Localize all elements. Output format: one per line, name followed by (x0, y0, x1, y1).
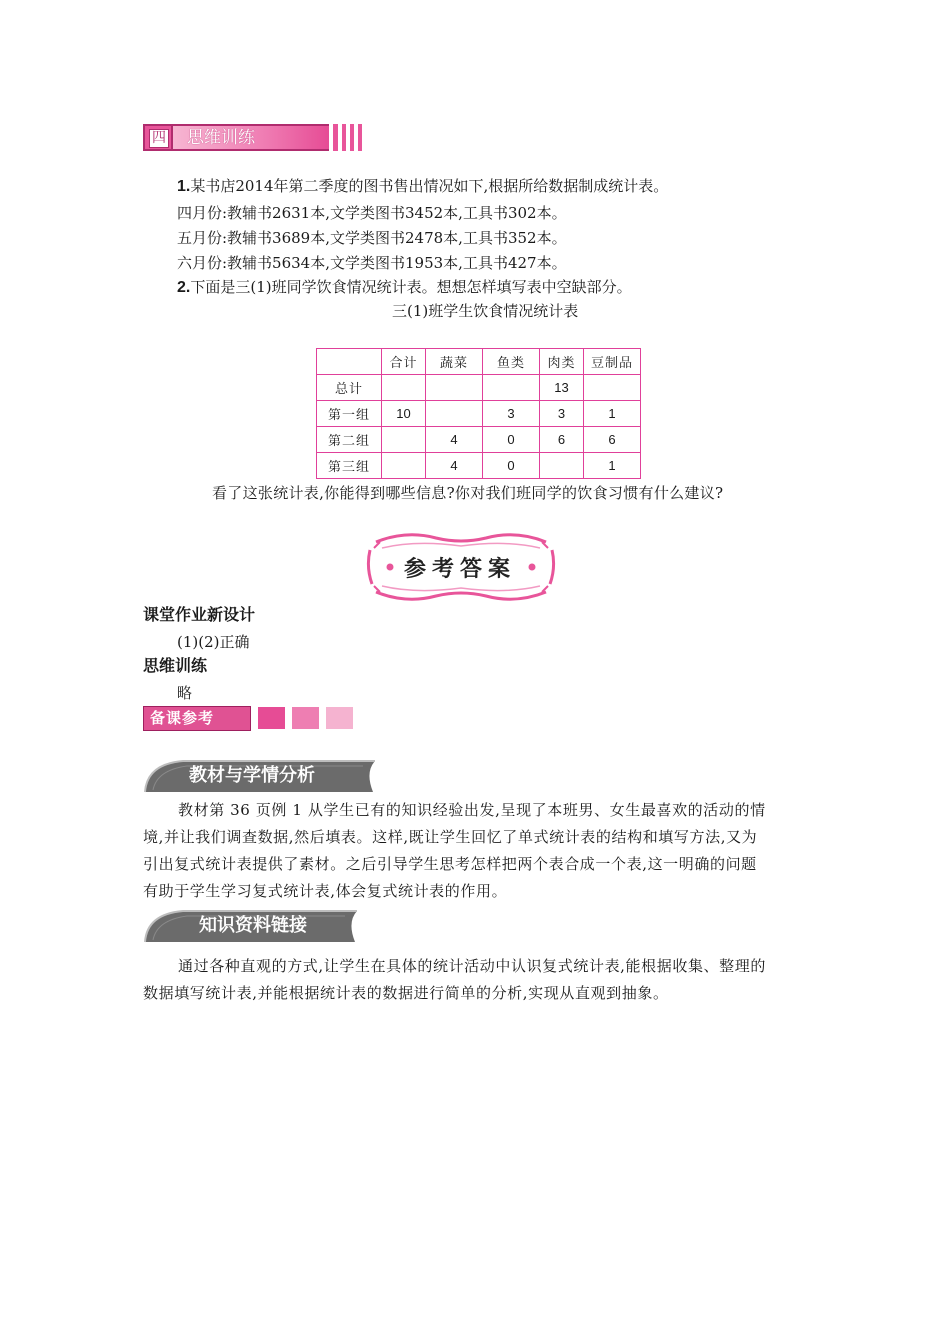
answer-heading-classwork: 课堂作业新设计 (143, 607, 256, 624)
prep-reference-badge (143, 706, 251, 731)
table-cell: 1 (584, 401, 641, 427)
decorative-stripe (342, 124, 346, 151)
table-cell (483, 375, 540, 401)
table-cell: 13 (540, 375, 584, 401)
exercise-number: 2. (177, 279, 191, 296)
table-cell: 6 (584, 427, 641, 453)
section-title: 思维训练 (187, 128, 255, 148)
table-cell: 10 (382, 401, 426, 427)
exercise-1-april: 四月份:教辅书2631本,文学类图书3452本,工具书302本。 (177, 204, 567, 222)
exercise-number: 1. (177, 178, 191, 195)
table-cell (540, 453, 584, 479)
analysis-line: 引出复式统计表提供了素材。之后引导学生思考怎样把两个表合成一个表,这一明确的问题 (143, 855, 757, 873)
section-heading-knowledge-links (143, 908, 365, 944)
table-cell: 3 (540, 401, 584, 427)
diet-statistics-table (316, 348, 641, 479)
section-number-badge (143, 124, 173, 151)
table-cell: 0 (483, 427, 540, 453)
table-row (317, 453, 641, 479)
table-cell: 3 (483, 401, 540, 427)
table-row (317, 427, 641, 453)
answer-heading-thinking: 思维训练 (143, 658, 208, 675)
knowledge-line: 数据填写统计表,并能根据统计表的数据进行简单的分析,实现从直观到抽象。 (143, 984, 669, 1002)
exercise-text: 下面是三(1)班同学饮食情况统计表。想想怎样填写表中空缺部分。 (190, 278, 632, 296)
table-title: 三(1)班学生饮食情况统计表 (392, 302, 579, 320)
decorative-square (258, 707, 285, 729)
answer-classwork: (1)(2)正确 (177, 633, 250, 651)
table-cell: 1 (584, 453, 641, 479)
exercise-1-may: 五月份:教辅书3689本,文学类图书2478本,工具书352本。 (177, 229, 567, 247)
table-cell (382, 375, 426, 401)
table-header-cell: 豆制品 (584, 349, 641, 375)
decorative-stripe (358, 124, 362, 151)
table-cell (584, 375, 641, 401)
row-label: 第三组 (317, 453, 382, 479)
analysis-line: 境,并让我们调查数据,然后填表。这样,既让学生回忆了单式统计表的结构和填写方法,又为 (143, 828, 758, 846)
table-cell (426, 401, 483, 427)
answer-key-ornament (366, 528, 556, 606)
answer-thinking: 略 (177, 684, 193, 702)
table-cell (382, 427, 426, 453)
table-cell (426, 375, 483, 401)
section-heading-label: 教材与学情分析 (189, 765, 315, 786)
table-cell: 0 (483, 453, 540, 479)
decorative-square (292, 707, 319, 729)
row-label: 总计 (317, 375, 382, 401)
exercise-2-question: 看了这张统计表,你能得到哪些信息?你对我们班同学的饮食习惯有什么建议? (212, 484, 724, 502)
section-heading-label: 知识资料链接 (199, 915, 307, 936)
exercise-text: 某书店2014年第二季度的图书售出情况如下,根据所给数据制成统计表。 (190, 177, 669, 195)
decorative-stripe (333, 124, 338, 151)
table-cell: 4 (426, 453, 483, 479)
analysis-line: 教材第 36 页例 1 从学生已有的知识经验出发,呈现了本班男、女生最喜欢的活动的情 (178, 801, 766, 819)
row-label: 第一组 (317, 401, 382, 427)
ornament-label: 参考答案 (404, 556, 517, 582)
table-row (317, 401, 641, 427)
analysis-line: 有助于学生学习复式统计表,体会复式统计表的作用。 (143, 882, 508, 900)
table-header-row (317, 349, 641, 375)
section-heading-textbook-analysis (143, 758, 383, 794)
section-title-bar (173, 124, 329, 151)
section-number: 四 (149, 129, 169, 148)
table-header-cell: 合计 (382, 349, 426, 375)
table-cell: 6 (540, 427, 584, 453)
table-header-cell: 蔬菜 (426, 349, 483, 375)
decorative-stripe (350, 124, 354, 151)
exercise-2-intro (177, 275, 632, 300)
table-row (317, 375, 641, 401)
table-header-cell (317, 349, 382, 375)
table-cell (382, 453, 426, 479)
prep-reference-label: 备课参考 (150, 709, 215, 727)
section-banner-thinking-training (143, 124, 363, 151)
row-label: 第二组 (317, 427, 382, 453)
exercise-1-intro (177, 174, 668, 199)
exercise-1-june: 六月份:教辅书5634本,文学类图书1953本,工具书427本。 (177, 254, 567, 272)
table-cell: 4 (426, 427, 483, 453)
decorative-square (326, 707, 353, 729)
knowledge-line: 通过各种直观的方式,让学生在具体的统计活动中认识复式统计表,能根据收集、整理的 (178, 957, 766, 975)
table-header-cell: 鱼类 (483, 349, 540, 375)
table-header-cell: 肉类 (540, 349, 584, 375)
